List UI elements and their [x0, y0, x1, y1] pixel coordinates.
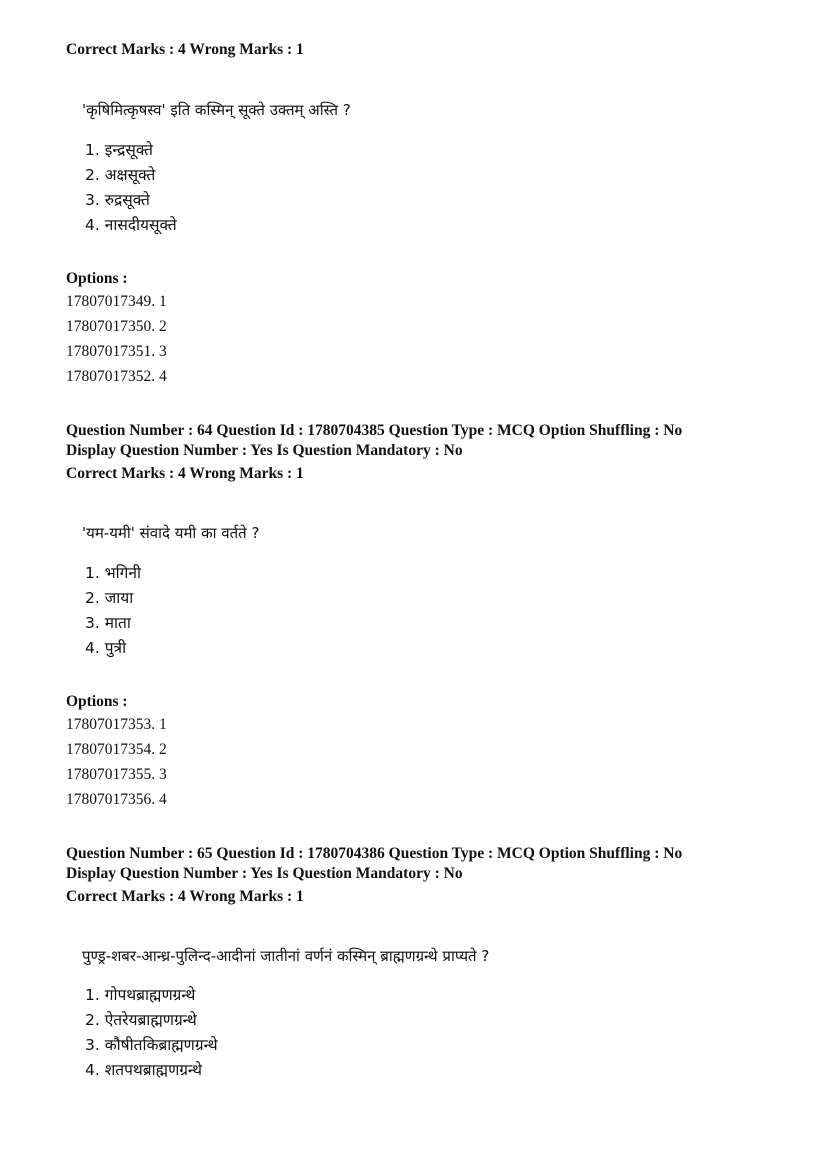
answer-choice: 3. रुद्रसूक्ते	[85, 191, 150, 209]
answer-choice: 4. पुत्री	[85, 639, 127, 657]
option-id: 17807017355. 3	[66, 766, 167, 783]
answer-choice: 1. गोपथब्राह्मणग्रन्थे	[85, 986, 196, 1004]
answer-choice: 2. अक्षसूक्ते	[85, 166, 156, 184]
question-text: 'यम-यमी' संवादे यमी का वर्तते ?	[82, 524, 260, 542]
marks-line: Correct Marks : 4 Wrong Marks : 1	[66, 41, 304, 58]
question-text: पुण्ड्र-शबर-आन्ध्र-पुलिन्द-आदीनां जातीनां वर्णनं कस्मिन् ब्राह्मणग्रन्थे प्राप्यते ?	[82, 947, 490, 965]
answer-choices	[85, 138, 177, 238]
question-header-line: Display Question Number : Yes Is Question Mandatory : No	[66, 442, 463, 459]
answer-choice: 2. ऐतरेयब्राह्मणग्रन्थे	[85, 1011, 197, 1029]
answer-choice: 4. शतपथब्राह्मणग्रन्थे	[85, 1061, 203, 1079]
question-header-line: Question Number : 64 Question Id : 1780704385 Question Type : MCQ Option Shuffling : No	[66, 422, 683, 439]
answer-choice: 2. जाया	[85, 589, 134, 607]
option-id: 17807017349. 1	[66, 293, 167, 310]
answer-choice: 1. इन्द्रसूक्ते	[85, 141, 153, 159]
question-header	[66, 421, 682, 484]
answer-choice: 3. माता	[85, 614, 131, 632]
option-id: 17807017353. 1	[66, 716, 167, 733]
marks-line: Correct Marks : 4 Wrong Marks : 1	[66, 888, 304, 905]
option-id-list	[66, 712, 167, 812]
option-id: 17807017351. 3	[66, 343, 167, 360]
option-id: 17807017354. 2	[66, 741, 167, 758]
option-id: 17807017352. 4	[66, 368, 167, 385]
answer-choices	[85, 983, 218, 1083]
question-header-line: Question Number : 65 Question Id : 1780704386 Question Type : MCQ Option Shuffling : No	[66, 845, 683, 862]
answer-choices	[85, 561, 141, 661]
answer-choice: 1. भगिनी	[85, 564, 141, 582]
options-label: Options :	[66, 693, 128, 710]
option-id-list	[66, 289, 167, 389]
answer-choice: 3. कौषीतकिब्राह्मणग्रन्थे	[85, 1036, 218, 1054]
answer-choice: 4. नासदीयसूक्ते	[85, 216, 177, 234]
option-id: 17807017356. 4	[66, 791, 167, 808]
option-id: 17807017350. 2	[66, 318, 167, 335]
options-label: Options :	[66, 270, 128, 287]
question-text: 'कृषिमित्कृषस्व' इति कस्मिन् सूक्ते उक्तम् अस्ति ?	[82, 101, 351, 119]
question-header	[66, 844, 682, 907]
question-header-line: Display Question Number : Yes Is Question Mandatory : No	[66, 865, 463, 882]
marks-line: Correct Marks : 4 Wrong Marks : 1	[66, 465, 304, 482]
